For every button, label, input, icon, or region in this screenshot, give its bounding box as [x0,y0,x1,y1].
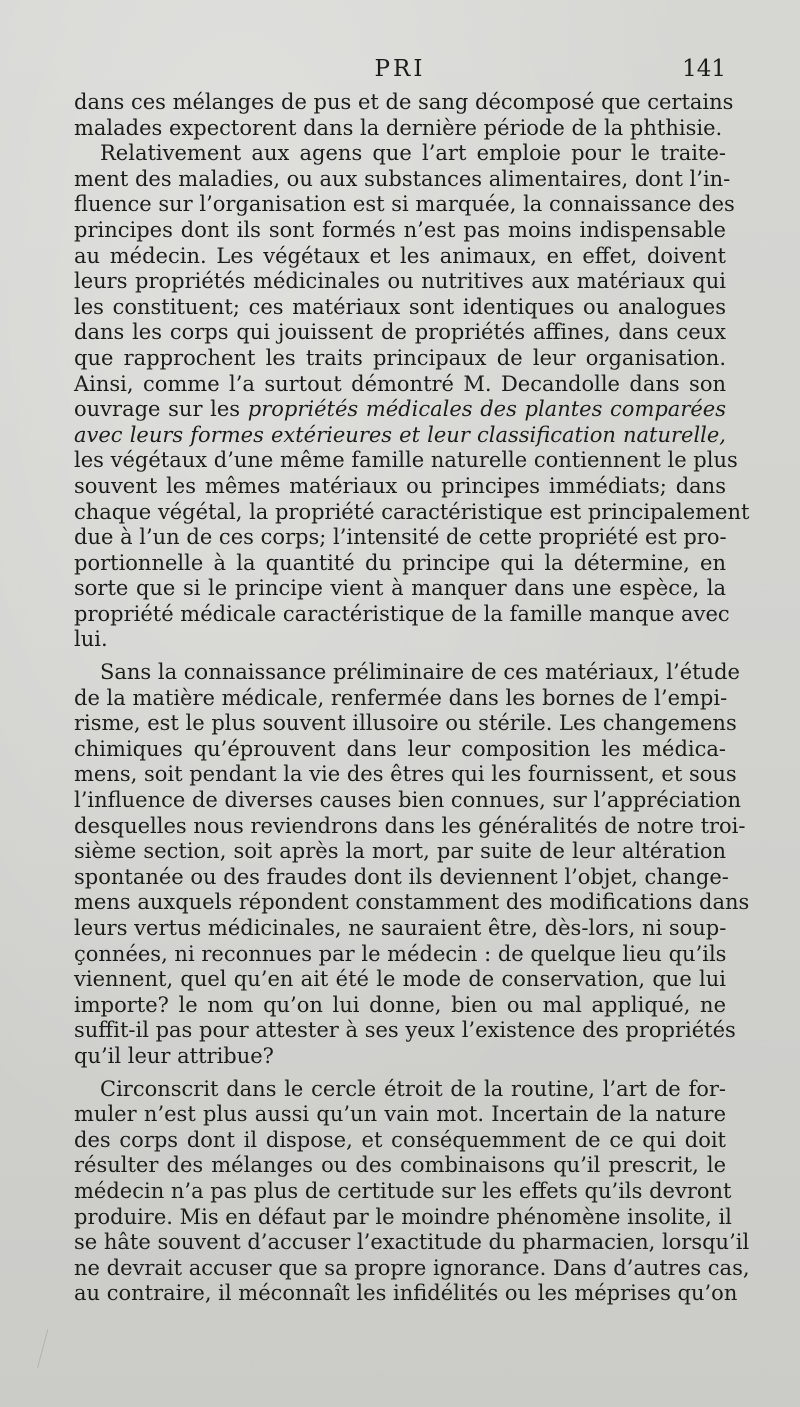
text-line: des corps dont il dispose, et conséquemment de ce qui doit [74,1127,726,1152]
text-line: les constituent; ces matériaux sont identiques ou analogues [74,294,726,319]
text-line: dans ces mélanges de pus et de sang décomposé que certains [74,90,734,114]
text-line: que rapprochent les traits principaux de leur organisation. [74,345,726,370]
text-line: lui. [74,627,108,652]
text-line: principes dont ils sont formés n’est pas moins indispensable [74,217,726,242]
text-line: Relativement aux agens que l’art emploie pour le traite- [100,141,726,166]
page-header [74,56,726,92]
text-line: spontanée ou des fraudes dont ils deviennent l’objet, change- [74,864,729,889]
text-line: Ainsi, comme l’a surtout démontré M. Decandolle dans son [74,371,726,396]
text-line: l’influence de diverses causes bien connues, sur l’appréciation [74,788,742,813]
text-line: dans les corps qui jouissent de propriétés affines, dans ceux [74,320,726,345]
text-line: çonnées, ni reconnues par le médecin : de quelque lieu qu’ils [74,941,727,966]
text-line: les végétaux d’une même famille naturelle contiennent le plus [74,448,738,473]
text-line: Circonscrit dans le cercle étroit de la routine, l’art de for- [100,1076,726,1101]
text-line: mens auxquels répondent constamment des modifications dans [74,890,750,915]
cited-title-italic: propriétés médicales des plantes comparées [247,397,726,422]
text-line: portionnelle à la quantité du principe qui la détermine, en [74,550,726,575]
text-line: leurs vertus médicinales, ne sauraient être, dès-lors, ni soup- [74,916,727,940]
text-line: due à l’un de ces corps; l’intensité de cette propriété est pro- [74,525,727,550]
text-line: au contraire, il méconnaît les infidélités ou les méprises qu’on [74,1281,738,1306]
text-line: muler n’est plus aussi qu’un vain mot. Incertain de la nature [74,1102,726,1127]
text-line: importe? le nom qu’on lui donne, bien ou mal appliqué, ne [74,992,726,1017]
text-line: ne devrait accuser que sa propre ignorance. Dans d’autres cas, [74,1255,750,1280]
paragraph-3 [74,660,750,1070]
text-line: malades expectorent dans la dernière période de la phthisie. [74,115,723,140]
text-line: de la matière médicale, renfermée dans les bornes de l’empi- [74,685,728,710]
text-line: résulter des mélanges ou des combinaisons qu’il prescrit, le [74,1153,726,1178]
text-line: chimiques qu’éprouvent dans leur composition les médica- [74,736,726,761]
paragraph-4 [74,1076,750,1307]
text-line: chaque végétal, la propriété caractéristique est principalement [74,499,750,524]
page-crease [37,1329,58,1370]
text-line: leurs propriétés médicinales ou nutritives aux matériaux qui [74,269,726,294]
text-line: sorte que si le principe vient à manquer dans une espèce, la [74,576,726,601]
text-line: mens, soit pendant la vie des êtres qui les fournissent, et sous [74,762,737,787]
text-line: fluence sur l’organisation est si marquée, la connaissance des [74,192,735,217]
text-line: qu’il leur attribue? [74,1043,274,1068]
text-line: Sans la connaissance préliminaire de ces matériaux, l’étude [100,660,740,685]
text-line: desquelles nous reviendrons dans les généralités de notre troi- [74,813,746,838]
text-line: au médecin. Les végétaux et les animaux, en effet, doivent [74,243,726,268]
text-line: se hâte souvent d’accuser l’exactitude du pharmacien, lorsqu’il [74,1230,750,1255]
page-number: 141 [682,56,726,82]
text-line: suffit-il pas pour attester à ses yeux l’existence des propriétés [74,1018,736,1043]
paragraph-1 [74,90,734,141]
text-line: avec leurs formes extérieures et leur classification naturelle, [74,422,726,447]
text-line: ouvrage sur les propriétés médicales des plantes comparées [74,397,726,422]
text-line: produire. Mis en défaut par le moindre phénomène insolite, il [74,1204,732,1229]
running-head: PRI [374,56,426,82]
text-line: médecin n’a pas plus de certitude sur les effets qu’ils devront [74,1178,732,1203]
text-line: ment des maladies, ou aux substances alimentaires, dont l’in- [74,166,731,191]
text-line: risme, est le plus souvent illusoire ou stérile. Les changemens [74,711,737,736]
paragraph-2 [74,141,750,653]
text-line: viennent, quel qu’en ait été le mode de conservation, que lui [74,967,726,992]
body-text [74,90,750,1307]
text-line: souvent les mêmes matériaux ou principes immédiats; dans [74,473,726,498]
text-line: sième section, soit après la mort, par suite de leur altération [74,839,726,864]
text-line: propriété médicale caractéristique de la famille manque avec [74,601,730,626]
